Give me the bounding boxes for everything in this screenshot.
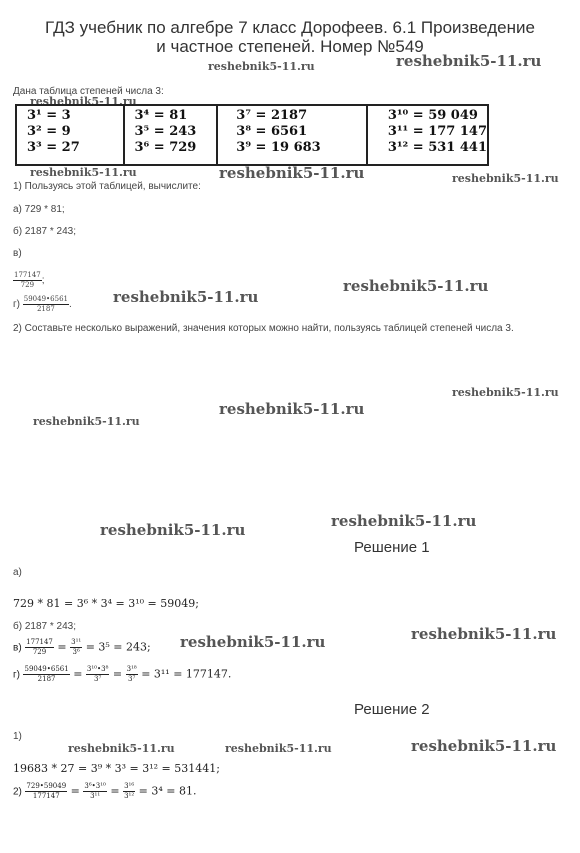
- powers-table: [15, 104, 489, 166]
- fraction: $\frac{\text{3¹⁸}}{\text{3⁷}}$: [126, 665, 137, 683]
- title-line-2: и частное степеней. Номер №549: [156, 37, 424, 56]
- watermark: reshebnik5-11.ru: [30, 166, 137, 179]
- item-a: а) 729 * 81;: [13, 204, 65, 215]
- watermark: reshebnik5-11.ru: [396, 52, 542, 70]
- watermark: reshebnik5-11.ru: [411, 625, 557, 643]
- power-entry: 3¹² = 531 441: [387, 140, 487, 155]
- solution-1-a-expression: 729 * 81 = 3⁶ * 3⁴ = 3¹⁰ = 59049;: [13, 597, 199, 610]
- watermark: reshebnik5-11.ru: [219, 400, 365, 418]
- solution-1-a-label: а): [13, 567, 22, 578]
- fraction: $\frac{59049•6561}{2187}$: [23, 295, 68, 313]
- solution-1-heading: Решение 1: [354, 539, 430, 556]
- watermark: reshebnik5-11.ru: [180, 633, 326, 651]
- solution-2-heading: Решение 2: [354, 701, 430, 718]
- power-entry: 3¹⁰ = 59 049: [387, 108, 478, 123]
- fraction: $\frac{177147}{729}$: [14, 271, 41, 289]
- fraction: $\frac{\text{3¹⁰•3⁸}}{\text{3⁷}}$: [86, 665, 109, 683]
- watermark: reshebnik5-11.ru: [30, 95, 137, 108]
- title-line-1: ГДЗ учебник по алгебре 7 класс Дорофеев. 6.1 Произведение: [45, 18, 535, 37]
- solution-2-expression-1: 19683 * 27 = 3⁹ * 3³ = 3¹² = 531441;: [13, 762, 220, 775]
- solution-2-label-1: 1): [13, 731, 22, 742]
- solution-1-v-expression: в) $\frac{177147}{729}$ = $\frac{\text{3¹¹}}{\text{3⁶}}$ = 3⁵ = 243;: [13, 638, 151, 656]
- watermark: reshebnik5-11.ru: [343, 277, 489, 295]
- fraction: $\frac{177147}{729}$: [26, 638, 53, 656]
- task-1-text: 1) Пользуясь этой таблицей, вычислите:: [13, 181, 201, 192]
- watermark: reshebnik5-11.ru: [33, 415, 140, 428]
- solution-1-b: б) 2187 * 243;: [13, 621, 76, 632]
- power-entry: 3⁵ = 243: [134, 124, 197, 139]
- power-entry: 3⁸ = 6561: [236, 124, 308, 139]
- fraction: $\frac{\text{3¹⁶}}{\text{3¹²}}$: [124, 782, 135, 800]
- watermark: reshebnik5-11.ru: [452, 172, 559, 185]
- watermark: reshebnik5-11.ru: [219, 164, 365, 182]
- fraction: $\frac{729•59049}{177147}$: [26, 782, 67, 800]
- power-entry: 3⁶ = 729: [134, 140, 197, 155]
- item-v-label: в): [13, 248, 22, 259]
- watermark: reshebnik5-11.ru: [452, 386, 559, 399]
- watermark: reshebnik5-11.ru: [68, 742, 175, 755]
- item-v-expression: $\frac{177147}{729}$ ;: [14, 271, 45, 289]
- powers-column: [16, 105, 124, 165]
- watermark: reshebnik5-11.ru: [100, 521, 246, 539]
- fraction: $\frac{59049•6561}{2187}$: [24, 665, 69, 683]
- power-entry: 3⁷ = 2187: [236, 108, 308, 123]
- intro-text: Дана таблица степеней числа 3:: [13, 86, 164, 97]
- power-entry: 3⁹ = 19 683: [236, 140, 321, 155]
- watermark: reshebnik5-11.ru: [225, 742, 332, 755]
- power-entry: 3² = 9: [27, 124, 71, 139]
- power-entry: 3¹ = 3: [27, 108, 71, 123]
- solution-2-expression-2: 2) $\frac{729•59049}{177147}$ = $\frac{\text{3⁶•3¹⁰}}{\text{3¹¹}}$ = $\frac{\text{3¹⁶}}{\text{3¹²}}$ = 3⁴ = 81.: [13, 782, 197, 800]
- power-entry: 3³ = 27: [27, 140, 80, 155]
- watermark: reshebnik5-11.ru: [331, 512, 477, 530]
- powers-column: [217, 105, 367, 165]
- solution-1-g-expression: г) $\frac{59049•6561}{2187}$ = $\frac{\text{3¹⁰•3⁸}}{\text{3⁷}}$ = $\frac{\text{3¹⁸}}{\text{3⁷}}$ = 3¹¹ = 177147.: [13, 665, 232, 683]
- item-g-expression: г) $\frac{59049•6561}{2187}$ .: [13, 295, 72, 313]
- watermark: reshebnik5-11.ru: [113, 288, 259, 306]
- fraction: $\frac{\text{3⁶•3¹⁰}}{\text{3¹¹}}$: [84, 782, 106, 800]
- powers-column: [367, 105, 488, 165]
- power-entry: 3⁴ = 81: [134, 108, 188, 123]
- task-2-text: 2) Составьте несколько выражений, значения которых можно найти, пользуясь таблицей степеней числа 3.: [13, 323, 514, 334]
- power-entry: 3¹¹ = 177 147: [387, 124, 487, 139]
- fraction: $\frac{\text{3¹¹}}{\text{3⁶}}$: [71, 638, 82, 656]
- watermark: reshebnik5-11.ru: [411, 737, 557, 755]
- item-b: б) 2187 * 243;: [13, 226, 76, 237]
- page-title: [0, 18, 580, 56]
- watermark: reshebnik5-11.ru: [208, 60, 315, 73]
- powers-column: [124, 105, 218, 165]
